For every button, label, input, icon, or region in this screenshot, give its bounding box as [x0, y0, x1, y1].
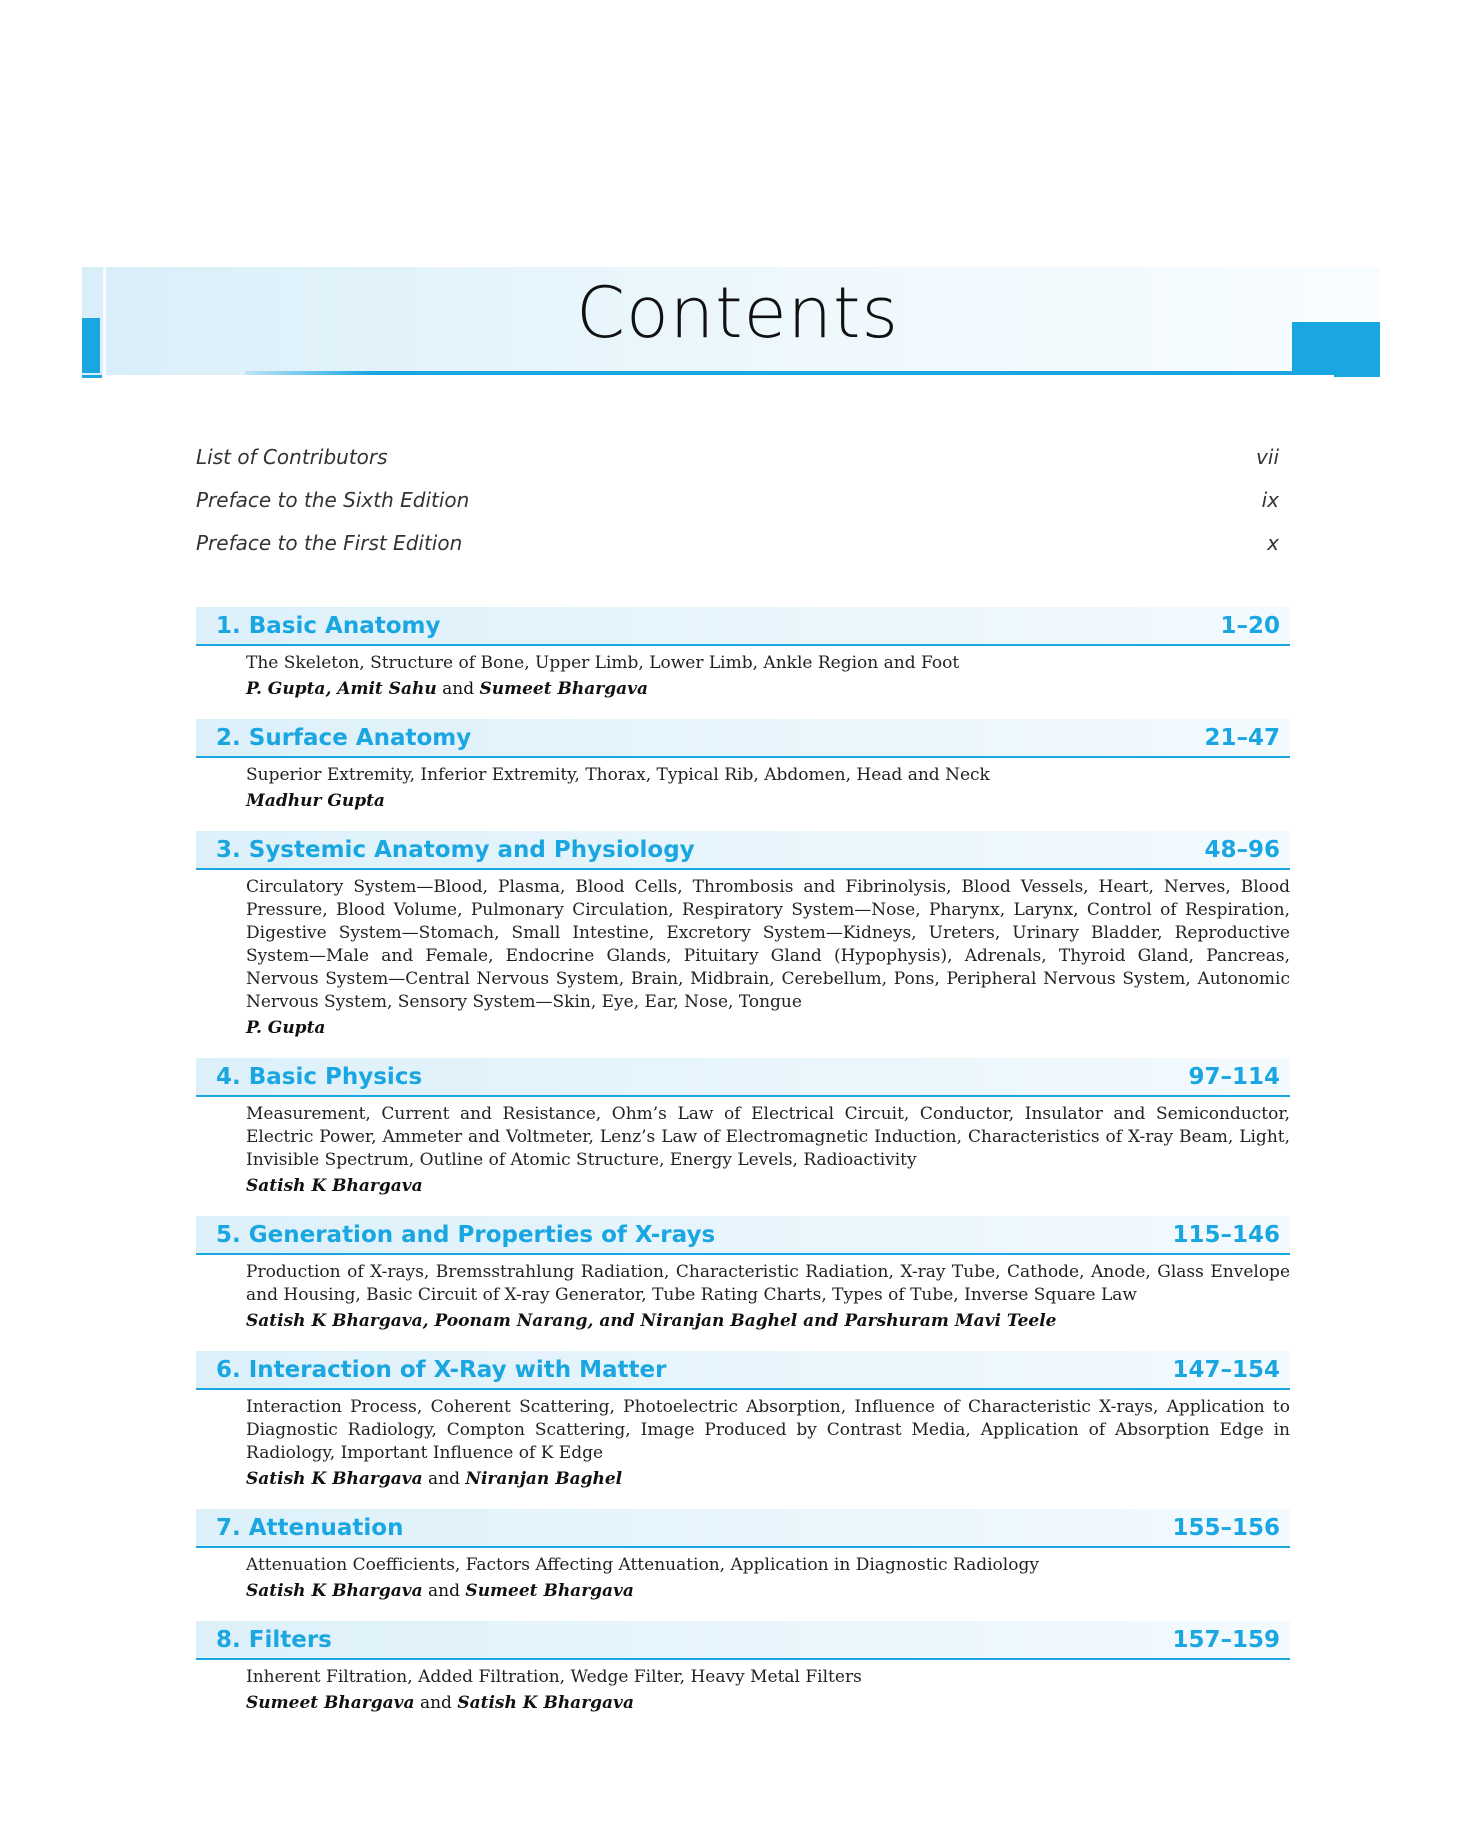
chapter-topics: Production of X-rays, Bremsstrahlung Radiation, Characteristic Radiation, X-ray Tube, Cathode, Anode, Glass Envelope and Housing, Basic Circuit of X-ray Generator, Tube Rating Charts, Types of Tube, Inverse Square Law — [246, 1262, 1290, 1305]
author-name: Satish K Bhargava, Poonam Narang, and Niranjan Baghel and Parshuram Mavi Teele — [246, 1311, 1057, 1331]
chapter-topics: Measurement, Current and Resistance, Ohm’s Law of Electrical Circuit, Conductor, Insulator and Semiconductor, Electric Power, Ammeter and Voltmeter, Lenz’s Law of Electromagnetic Induction, Characteristics of X-ray Beam, Light, Invisible Spectrum, Outline of Atomic Structure, Energy Levels, Radioactivity — [246, 1104, 1290, 1170]
chapter-topics: Superior Extremity, Inferior Extremity, Thorax, Typical Rib, Abdomen, Head and Neck — [246, 765, 990, 785]
author-name: Niranjan Baghel — [465, 1469, 623, 1489]
chapter-authors — [246, 1309, 1290, 1333]
front-matter-label: List of Contributors — [196, 445, 388, 469]
author-name: Satish K Bhargava — [246, 1581, 423, 1601]
chapter-number: 1. — [216, 612, 241, 639]
author-name: Satish K Bhargava — [246, 1176, 423, 1196]
front-matter-page: x — [1267, 531, 1279, 555]
chapter-pages: 115–146 — [1172, 1221, 1280, 1248]
chapter-authors — [246, 1016, 1290, 1040]
author-name: Sumeet Bhargava — [479, 679, 649, 699]
chapter-entry — [196, 607, 1290, 701]
author-joiner: and — [428, 1469, 461, 1489]
banner-right-underline — [1334, 374, 1380, 377]
chapter-title: Surface Anatomy — [248, 724, 472, 751]
author-joiner: and — [428, 1581, 461, 1601]
chapter-title: Attenuation — [248, 1514, 404, 1541]
author-name: Satish K Bhargava — [246, 1469, 423, 1489]
front-matter-item[interactable] — [196, 445, 1282, 488]
chapter-topics: Attenuation Coefficients, Factors Affecting Attenuation, Application in Diagnostic Radiology — [246, 1555, 1039, 1575]
chapter-heading[interactable] — [196, 1216, 1290, 1255]
chapter-heading[interactable] — [196, 831, 1290, 870]
chapter-heading[interactable] — [196, 1351, 1290, 1390]
chapter-title: Generation and Properties of X-rays — [248, 1221, 716, 1248]
chapter-entry — [196, 719, 1290, 813]
banner-underline — [245, 371, 1295, 375]
chapter-pages: 48–96 — [1204, 836, 1280, 863]
chapter-number: 7. — [216, 1514, 241, 1541]
chapter-pages: 157–159 — [1172, 1626, 1280, 1653]
chapter-pages: 155–156 — [1172, 1514, 1280, 1541]
chapter-number: 3. — [216, 836, 241, 863]
chapter-number: 8. — [216, 1626, 241, 1653]
chapter-topics: The Skeleton, Structure of Bone, Upper Limb, Lower Limb, Ankle Region and Foot — [246, 653, 960, 673]
chapter-entry — [196, 1509, 1290, 1603]
chapter-title: Basic Anatomy — [248, 612, 441, 639]
author-name: P. Gupta — [246, 1018, 326, 1038]
chapter-topics: Inherent Filtration, Added Filtration, Wedge Filter, Heavy Metal Filters — [246, 1667, 862, 1687]
chapter-authors — [246, 1174, 1290, 1198]
author-joiner: and — [442, 679, 475, 699]
chapter-number: 5. — [216, 1221, 241, 1248]
chapter-entry — [196, 1216, 1290, 1333]
chapter-number: 2. — [216, 724, 241, 751]
author-name: Satish K Bhargava — [457, 1693, 634, 1713]
page-title: Contents — [576, 272, 899, 354]
front-matter-page: vii — [1256, 445, 1279, 469]
chapter-heading[interactable] — [196, 719, 1290, 758]
front-matter-item[interactable] — [196, 488, 1282, 531]
chapter-number: 4. — [216, 1063, 241, 1090]
chapter-entry — [196, 1058, 1290, 1198]
front-matter-item[interactable] — [196, 531, 1282, 574]
chapter-topics: Interaction Process, Coherent Scattering, Photoelectric Absorption, Influence of Characteristic X-rays, Application to Diagnostic Radiology, Compton Scattering, Image Produced by Contrast Media, Application of Absorption Edge in Radiology, Important Influence of K Edge — [246, 1397, 1290, 1463]
chapter-number: 6. — [216, 1356, 241, 1383]
author-name: Madhur Gupta — [246, 791, 385, 811]
chapter-entry — [196, 1351, 1290, 1491]
banner-left-underline — [82, 375, 102, 378]
chapter-authors — [246, 1467, 1290, 1491]
author-name: Sumeet Bhargava — [246, 1693, 415, 1713]
author-name: Sumeet Bhargava — [465, 1581, 634, 1601]
chapter-list — [196, 607, 1290, 1733]
chapter-entry — [196, 831, 1290, 1040]
chapter-authors — [246, 1579, 1290, 1603]
chapter-heading[interactable] — [196, 1058, 1290, 1097]
front-matter-list — [196, 445, 1282, 574]
chapter-entry — [196, 1621, 1290, 1715]
author-name: P. Gupta, Amit Sahu — [246, 679, 437, 699]
chapter-pages: 147–154 — [1172, 1356, 1280, 1383]
chapter-heading[interactable] — [196, 1509, 1290, 1548]
chapter-title: Filters — [248, 1626, 332, 1653]
chapter-pages: 21–47 — [1204, 724, 1280, 751]
chapter-topics: Circulatory System—Blood, Plasma, Blood Cells, Thrombosis and Fibrinolysis, Blood Vessels, Heart, Nerves, Blood Pressure, Blood Volume, Pulmonary Circulation, Respiratory System—Nose, Pharynx, Larynx, Control of Respiration, Digestive System—Stomach, Small Intestine, Excretory System—Kidneys, Ureters, Urinary Bladder, Reproductive System—Male and Female, Endocrine Glands, Pituitary Gland (Hypophysis), Adrenals, Thyroid Gland, Pancreas, Nervous System—Central Nervous System, Brain, Midbrain, Cerebellum, Pons, Peripheral Nervous System, Autonomic Nervous System, Sensory System—Skin, Eye, Ear, Nose, Tongue — [246, 877, 1290, 1012]
chapter-title: Interaction of X-Ray with Matter — [248, 1356, 667, 1383]
chapter-authors — [246, 677, 1290, 701]
front-matter-label: Preface to the First Edition — [196, 531, 463, 555]
chapter-pages: 1–20 — [1220, 612, 1280, 639]
author-joiner: and — [419, 1693, 452, 1713]
front-matter-label: Preface to the Sixth Edition — [196, 488, 470, 512]
chapter-heading[interactable] — [196, 607, 1290, 646]
chapter-title: Basic Physics — [248, 1063, 423, 1090]
chapter-pages: 97–114 — [1188, 1063, 1280, 1090]
chapter-authors — [246, 1691, 1290, 1715]
chapter-authors — [246, 789, 1290, 813]
chapter-title: Systemic Anatomy and Physiology — [248, 836, 695, 863]
front-matter-page: ix — [1261, 488, 1279, 512]
chapter-heading[interactable] — [196, 1621, 1290, 1660]
